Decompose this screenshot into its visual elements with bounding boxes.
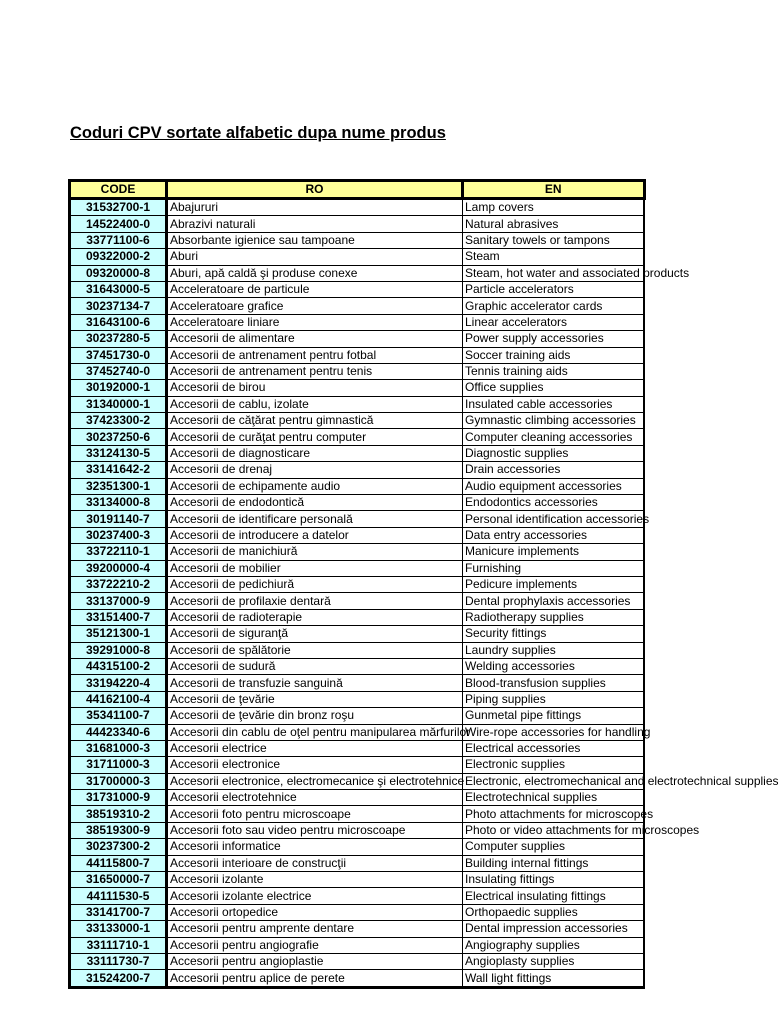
romanian-name-text: Accesorii de spălătorie <box>170 642 291 657</box>
english-name-text: Power supply accessories <box>465 331 604 346</box>
table-row <box>70 216 645 232</box>
cpv-code-cell: 33124130-5 <box>70 445 167 461</box>
english-name-cell <box>463 281 645 297</box>
romanian-name-text: Accesorii de birou <box>170 380 266 395</box>
romanian-name-text: Absorbante igienice sau tampoane <box>170 232 355 247</box>
cpv-code-cell: 31643000-5 <box>70 281 167 297</box>
table-row <box>70 347 645 363</box>
english-name-text: Particle accelerators <box>465 282 574 297</box>
english-name-cell <box>463 822 700 838</box>
romanian-name-cell <box>167 560 463 576</box>
english-name-cell <box>463 839 645 855</box>
table-row <box>70 576 645 592</box>
english-name-text: Lamp covers <box>465 200 534 215</box>
romanian-name-text: Accesorii de ţevărie <box>170 691 275 706</box>
romanian-name-text: Accesorii de profilaxie dentară <box>170 593 331 608</box>
english-name-cell <box>463 544 645 560</box>
table-header-row <box>70 181 645 199</box>
cpv-code-cell: 33722210-2 <box>70 576 167 592</box>
english-name-text: Computer cleaning accessories <box>465 429 633 444</box>
table-row <box>70 609 645 625</box>
cpv-code-cell: 38519300-9 <box>70 822 167 838</box>
english-name-cell <box>463 462 645 478</box>
english-name-cell <box>463 675 645 691</box>
english-name-cell <box>463 970 645 987</box>
cpv-code-cell: 31643100-6 <box>70 314 167 330</box>
romanian-name-cell <box>167 708 463 724</box>
english-name-text: Wire-rope accessories for handling <box>465 724 651 739</box>
cpv-code-cell: 31532700-1 <box>70 199 167 216</box>
romanian-name-text: Accesorii de siguranţă <box>170 626 289 641</box>
romanian-name-cell <box>167 199 463 216</box>
cpv-code-cell: 44115800-7 <box>70 855 167 871</box>
table-row <box>70 888 645 904</box>
english-name-text: Linear accelerators <box>465 314 568 329</box>
english-name-cell <box>463 658 645 674</box>
english-name-cell <box>463 757 645 773</box>
romanian-name-text: Accesorii ortopedice <box>170 904 279 919</box>
romanian-name-text: Accesorii electronice, electromecanice şi electrotehnice <box>170 773 465 788</box>
english-name-text: Computer supplies <box>465 839 566 854</box>
romanian-name-cell <box>167 314 463 330</box>
cpv-code-cell: 31340000-1 <box>70 396 167 412</box>
table-row <box>70 396 645 412</box>
english-name-text: Gymnastic climbing accessories <box>465 413 636 428</box>
cpv-code-cell: 31731000-9 <box>70 790 167 806</box>
table-row <box>70 265 645 281</box>
romanian-name-text: Accesorii electrotehnice <box>170 790 297 805</box>
romanian-name-cell <box>167 872 463 888</box>
cpv-code-cell: 30237400-3 <box>70 527 167 543</box>
table-row <box>70 445 645 461</box>
romanian-name-text: Accesorii electrice <box>170 741 267 756</box>
romanian-name-text: Accesorii de alimentare <box>170 331 295 346</box>
romanian-name-text: Accesorii de introducere a datelor <box>170 528 349 542</box>
romanian-name-text: Acceleratoare de particule <box>170 282 310 297</box>
english-name-cell <box>463 363 645 379</box>
romanian-name-text: Accesorii de antrenament pentru tenis <box>170 364 373 379</box>
table-row <box>70 872 645 888</box>
english-name-cell <box>463 888 645 904</box>
cpv-code-cell: 33133000-1 <box>70 921 167 937</box>
english-name-text: Insulating fittings <box>465 872 555 887</box>
cpv-code-cell: 31650000-7 <box>70 872 167 888</box>
romanian-name-cell <box>167 773 463 789</box>
english-name-cell <box>463 773 779 789</box>
english-name-cell <box>463 691 645 707</box>
romanian-name-cell <box>167 396 463 412</box>
cpv-code-cell: 33194220-4 <box>70 675 167 691</box>
table-row <box>70 904 645 920</box>
english-name-cell <box>463 216 645 232</box>
cpv-code-cell: 30192000-1 <box>70 380 167 396</box>
english-name-cell <box>463 511 650 527</box>
romanian-name-cell <box>167 921 463 937</box>
romanian-name-text: Accesorii interioare de construcţii <box>170 855 347 870</box>
table-row <box>70 691 645 707</box>
cpv-code-cell: 33141700-7 <box>70 904 167 920</box>
table-row <box>70 314 645 330</box>
table-row <box>70 953 645 969</box>
english-name-cell <box>463 527 645 543</box>
romanian-name-cell <box>167 265 463 281</box>
romanian-name-text: Abajururi <box>170 200 219 215</box>
english-name-text: Dental impression accessories <box>465 921 628 936</box>
table-row <box>70 281 645 297</box>
cpv-code-cell: 30237300-2 <box>70 839 167 855</box>
romanian-name-text: Accesorii din cablu de oţel pentru manipularea mărfurilor <box>170 724 471 739</box>
romanian-name-text: Accesorii de antrenament pentru fotbal <box>170 347 377 362</box>
cpv-code-cell: 37452740-0 <box>70 363 167 379</box>
english-name-text: Photo attachments for microscopes <box>465 806 654 821</box>
english-name-text: Personal identification accessories <box>465 511 650 526</box>
cpv-code-cell: 33771100-6 <box>70 232 167 248</box>
table-row <box>70 462 645 478</box>
romanian-name-text: Accesorii de manichiură <box>170 544 298 559</box>
romanian-name-cell <box>167 724 471 740</box>
romanian-name-cell <box>167 888 463 904</box>
english-name-text: Audio equipment accessories <box>465 478 622 493</box>
cpv-code-cell: 37423300-2 <box>70 413 167 429</box>
english-name-cell <box>463 429 645 445</box>
english-name-cell <box>463 921 645 937</box>
english-name-text: Security fittings <box>465 626 547 641</box>
cpv-code-cell: 31681000-3 <box>70 740 167 756</box>
english-name-cell <box>463 937 645 953</box>
english-name-cell <box>463 249 645 265</box>
cpv-code-cell: 30237280-5 <box>70 331 167 347</box>
romanian-name-text: Accesorii de mobilier <box>170 560 281 575</box>
page-title: Coduri CPV sortate alfabetic dupa nume produs <box>70 124 446 142</box>
romanian-name-cell <box>167 953 463 969</box>
romanian-name-cell <box>167 937 463 953</box>
cpv-code-cell: 30237250-6 <box>70 429 167 445</box>
cpv-code-cell: 33722110-1 <box>70 544 167 560</box>
romanian-name-text: Accesorii foto pentru microscoape <box>170 806 351 821</box>
english-name-cell <box>463 232 645 248</box>
romanian-name-cell <box>167 658 463 674</box>
cpv-code-cell: 33111710-1 <box>70 937 167 953</box>
romanian-name-cell <box>167 380 463 396</box>
cpv-code-cell: 35341100-7 <box>70 708 167 724</box>
romanian-name-cell <box>167 298 463 314</box>
english-name-text: Piping supplies <box>465 691 546 706</box>
romanian-name-cell <box>167 413 463 429</box>
english-name-cell <box>463 740 645 756</box>
english-name-text: Drain accessories <box>465 462 561 477</box>
english-name-cell <box>463 380 645 396</box>
table-row <box>70 363 645 379</box>
romanian-name-cell <box>167 642 463 658</box>
english-name-cell <box>463 626 645 642</box>
romanian-name-text: Accesorii de radioterapie <box>170 609 303 624</box>
romanian-name-text: Acceleratoare grafice <box>170 298 284 313</box>
romanian-name-text: Accesorii de identificare personală <box>170 511 353 526</box>
table-row <box>70 708 645 724</box>
table-row <box>70 740 645 756</box>
english-name-text: Welding accessories <box>465 659 575 674</box>
cpv-code-cell: 39200000-4 <box>70 560 167 576</box>
cpv-code-cell: 33137000-9 <box>70 593 167 609</box>
english-name-cell <box>463 872 645 888</box>
table-row <box>70 921 645 937</box>
english-name-text: Electrical insulating fittings <box>465 888 606 903</box>
english-name-cell <box>463 478 645 494</box>
cpv-code-cell: 33151400-7 <box>70 609 167 625</box>
romanian-name-cell <box>167 806 463 822</box>
romanian-name-cell <box>167 576 463 592</box>
romanian-name-text: Accesorii de curăţat pentru computer <box>170 429 367 444</box>
english-name-cell <box>463 790 645 806</box>
english-name-text: Dental prophylaxis accessories <box>465 593 631 608</box>
cpv-code-cell: 33111730-7 <box>70 953 167 969</box>
cpv-code-cell: 37451730-0 <box>70 347 167 363</box>
romanian-name-cell <box>167 839 463 855</box>
romanian-name-cell <box>167 593 463 609</box>
table-row <box>70 331 645 347</box>
table-row <box>70 773 645 789</box>
english-name-cell <box>463 199 645 216</box>
romanian-name-cell <box>167 970 463 987</box>
table-row <box>70 232 645 248</box>
cpv-code-cell: 14522400-0 <box>70 216 167 232</box>
cpv-code-cell: 44423340-6 <box>70 724 167 740</box>
english-name-text: Natural abrasives <box>465 216 559 231</box>
english-name-cell <box>463 495 645 511</box>
table-row <box>70 970 645 987</box>
english-name-text: Photo or video attachments for microscopes <box>465 823 700 838</box>
romanian-name-cell <box>167 363 463 379</box>
romanian-name-text: Accesorii de transfuzie sanguină <box>170 675 343 690</box>
romanian-name-cell <box>167 462 463 478</box>
romanian-name-cell <box>167 904 463 920</box>
table-row <box>70 495 645 511</box>
romanian-name-cell <box>167 232 463 248</box>
english-name-text: Insulated cable accessories <box>465 396 613 411</box>
english-name-cell <box>463 314 645 330</box>
english-name-cell <box>463 609 645 625</box>
table-row <box>70 527 645 543</box>
romanian-name-text: Accesorii pentru angioplastie <box>170 954 324 969</box>
english-name-text: Manicure implements <box>465 544 580 559</box>
table-row <box>70 642 645 658</box>
cpv-code-cell: 33141642-2 <box>70 462 167 478</box>
english-name-text: Electronic, electromechanical and electrotechnical supplies <box>465 773 779 788</box>
romanian-name-cell <box>167 675 463 691</box>
english-name-text: Wall light fittings <box>465 970 552 985</box>
cpv-code-cell: 30237134-7 <box>70 298 167 314</box>
romanian-name-cell <box>167 757 463 773</box>
english-name-cell <box>463 331 645 347</box>
english-name-text: Angiography supplies <box>465 937 580 952</box>
english-name-text: Soccer training aids <box>465 347 571 362</box>
table-row <box>70 413 645 429</box>
romanian-name-cell <box>167 511 463 527</box>
cpv-code-cell: 33134000-8 <box>70 495 167 511</box>
romanian-name-text: Accesorii de cablu, izolate <box>170 396 309 411</box>
romanian-name-cell <box>167 495 463 511</box>
english-name-cell <box>463 413 645 429</box>
english-name-text: Blood-transfusion supplies <box>465 675 606 690</box>
english-name-cell <box>463 642 645 658</box>
romanian-name-cell <box>167 855 463 871</box>
english-name-cell <box>463 560 645 576</box>
cpv-code-cell: 30191140-7 <box>70 511 167 527</box>
table-row <box>70 380 645 396</box>
romanian-name-text: Accesorii de ţevărie din bronz roşu <box>170 708 355 723</box>
romanian-name-text: Accesorii de diagnosticare <box>170 446 311 461</box>
cpv-code-cell: 44111530-5 <box>70 888 167 904</box>
romanian-name-cell <box>167 740 463 756</box>
table-body <box>70 199 779 988</box>
table-row <box>70 658 645 674</box>
english-name-text: Laundry supplies <box>465 642 556 657</box>
english-name-text: Graphic accelerator cards <box>465 298 603 313</box>
table-row <box>70 675 645 691</box>
romanian-name-text: Accesorii izolante electrice <box>170 888 312 903</box>
english-name-cell <box>463 904 645 920</box>
english-name-text: Building internal fittings <box>465 855 589 870</box>
romanian-name-text: Aburi <box>170 249 199 264</box>
cpv-code-cell: 31711000-3 <box>70 757 167 773</box>
english-name-cell <box>463 576 645 592</box>
english-name-cell <box>463 855 645 871</box>
english-name-text: Electrical accessories <box>465 741 581 756</box>
romanian-name-cell <box>167 544 463 560</box>
romanian-name-text: Accesorii pentru angiografie <box>170 937 319 952</box>
table-row <box>70 593 645 609</box>
english-name-text: Electrotechnical supplies <box>465 790 598 805</box>
english-name-text: Furnishing <box>465 560 522 575</box>
table-row <box>70 199 645 216</box>
table-row <box>70 855 645 871</box>
table-row <box>70 544 645 560</box>
romanian-name-text: Accesorii de căţărat pentru gimnastică <box>170 413 374 428</box>
english-name-text: Sanitary towels or tampons <box>465 232 610 247</box>
header-ro: RO <box>167 181 463 199</box>
english-name-cell <box>463 396 645 412</box>
english-name-text: Steam <box>465 249 500 264</box>
romanian-name-cell <box>167 691 463 707</box>
romanian-name-cell <box>167 216 463 232</box>
english-name-text: Tennis training aids <box>465 364 568 379</box>
cpv-code-cell: 31524200-7 <box>70 970 167 987</box>
romanian-name-text: Aburi, apă caldă şi produse conexe <box>170 265 358 280</box>
english-name-cell <box>463 708 645 724</box>
english-name-text: Office supplies <box>465 380 544 395</box>
romanian-name-cell <box>167 249 463 265</box>
english-name-cell <box>463 593 645 609</box>
english-name-text: Data entry accessories <box>465 528 588 542</box>
romanian-name-cell <box>167 331 463 347</box>
english-name-text: Orthopaedic supplies <box>465 904 578 919</box>
cpv-code-cell: 09322000-2 <box>70 249 167 265</box>
header-en: EN <box>463 181 645 199</box>
romanian-name-cell <box>167 478 463 494</box>
romanian-name-text: Accesorii de drenaj <box>170 462 273 477</box>
romanian-name-text: Accesorii izolante <box>170 872 264 887</box>
english-name-text: Gunmetal pipe fittings <box>465 708 582 723</box>
romanian-name-cell <box>167 609 463 625</box>
table-row <box>70 298 645 314</box>
romanian-name-text: Accesorii de pedichiură <box>170 577 295 592</box>
romanian-name-cell <box>167 445 463 461</box>
romanian-name-cell <box>167 527 463 543</box>
cpv-code-cell: 35121300-1 <box>70 626 167 642</box>
english-name-text: Diagnostic supplies <box>465 446 569 461</box>
romanian-name-text: Accesorii pentru amprente dentare <box>170 921 355 936</box>
romanian-name-text: Accesorii pentru aplice de perete <box>170 970 345 985</box>
romanian-name-text: Accesorii informatice <box>170 839 281 854</box>
cpv-codes-table <box>68 179 779 989</box>
table-row <box>70 757 645 773</box>
romanian-name-cell <box>167 626 463 642</box>
table-row <box>70 249 645 265</box>
english-name-cell <box>463 953 645 969</box>
header-code: CODE <box>70 181 167 199</box>
cpv-code-cell: 44315100-2 <box>70 658 167 674</box>
table-row <box>70 724 645 740</box>
table-row <box>70 806 645 822</box>
romanian-name-text: Accesorii electronice <box>170 757 281 772</box>
romanian-name-text: Abrazivi naturali <box>170 216 256 231</box>
english-name-text: Pedicure implements <box>465 577 578 592</box>
romanian-name-cell <box>167 790 463 806</box>
english-name-cell <box>463 445 645 461</box>
romanian-name-text: Accesorii de endodontică <box>170 495 305 510</box>
table-row <box>70 790 645 806</box>
english-name-text: Steam, hot water and associated products <box>465 265 690 280</box>
cpv-code-cell: 44162100-4 <box>70 691 167 707</box>
table-row <box>70 560 645 576</box>
cpv-code-cell: 38519310-2 <box>70 806 167 822</box>
romanian-name-text: Accesorii foto sau video pentru microscoape <box>170 823 406 838</box>
table-row <box>70 839 645 855</box>
romanian-name-cell <box>167 281 463 297</box>
romanian-name-text: Accesorii de echipamente audio <box>170 478 341 493</box>
table-row <box>70 511 645 527</box>
table-row <box>70 478 645 494</box>
cpv-code-cell: 32351300-1 <box>70 478 167 494</box>
table-row <box>70 429 645 445</box>
english-name-cell <box>463 298 645 314</box>
romanian-name-cell <box>167 822 463 838</box>
table-row <box>70 937 645 953</box>
english-name-text: Endodontics accessories <box>465 495 598 510</box>
cpv-code-cell: 31700000-3 <box>70 773 167 789</box>
english-name-cell <box>463 265 690 281</box>
romanian-name-text: Acceleratoare liniare <box>170 314 280 329</box>
english-name-cell <box>463 806 654 822</box>
table-row <box>70 626 645 642</box>
cpv-code-cell: 39291000-8 <box>70 642 167 658</box>
english-name-cell <box>463 347 645 363</box>
english-name-text: Electronic supplies <box>465 757 566 772</box>
english-name-text: Radiotherapy supplies <box>465 609 584 624</box>
romanian-name-text: Accesorii de sudură <box>170 659 276 674</box>
english-name-text: Angioplasty supplies <box>465 954 575 969</box>
table-row <box>70 822 645 838</box>
romanian-name-cell <box>167 429 463 445</box>
romanian-name-cell <box>167 347 463 363</box>
cpv-code-cell: 09320000-8 <box>70 265 167 281</box>
english-name-cell <box>463 724 651 740</box>
